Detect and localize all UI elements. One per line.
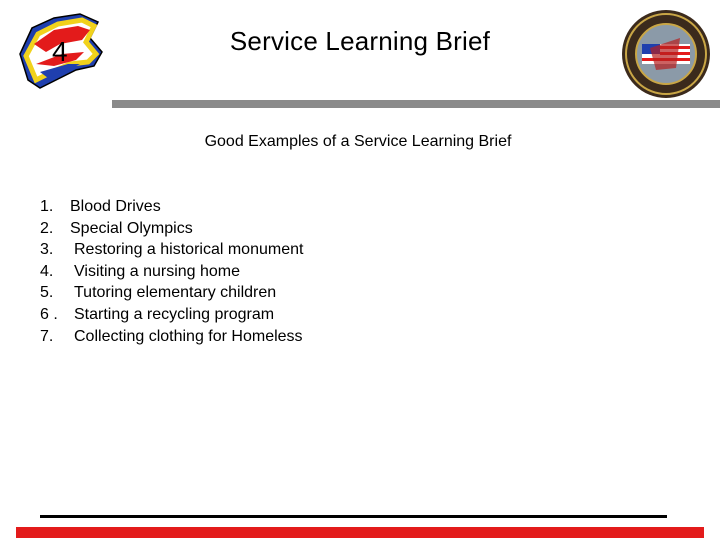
item-text: Visiting a nursing home — [74, 262, 241, 280]
page-title: Service Learning Brief — [229, 26, 491, 56]
logo-number: 4 — [52, 36, 68, 67]
item-text: Special Olympics — [70, 219, 193, 237]
header-divider — [112, 100, 720, 108]
list-item — [40, 326, 303, 348]
item-number: 2. — [40, 219, 54, 237]
army-badge-logo-icon — [620, 8, 712, 100]
item-number: 7. — [40, 327, 54, 345]
item-text: Restoring a historical monument — [74, 241, 304, 259]
list-item — [40, 239, 303, 261]
item-number: 4. — [40, 262, 54, 280]
item-text: Starting a recycling program — [74, 305, 275, 323]
item-text: Tutoring elementary children — [74, 284, 277, 302]
item-text: Blood Drives — [70, 198, 161, 215]
list-item — [40, 304, 303, 326]
item-number: 1. — [40, 198, 54, 215]
list-item — [40, 282, 303, 304]
item-text: Collecting clothing for Homeless — [74, 327, 303, 345]
examples-list — [40, 196, 303, 347]
footer-divider — [40, 515, 667, 518]
list-item — [40, 196, 303, 218]
item-number: 3. — [40, 241, 54, 259]
list-item — [40, 218, 303, 240]
footer-accent-bar — [16, 527, 704, 538]
list-item — [40, 261, 303, 283]
slide-subtitle: Good Examples of a Service Learning Brief — [204, 133, 512, 150]
item-number: 6 . — [40, 305, 58, 323]
item-number: 5. — [40, 284, 54, 302]
